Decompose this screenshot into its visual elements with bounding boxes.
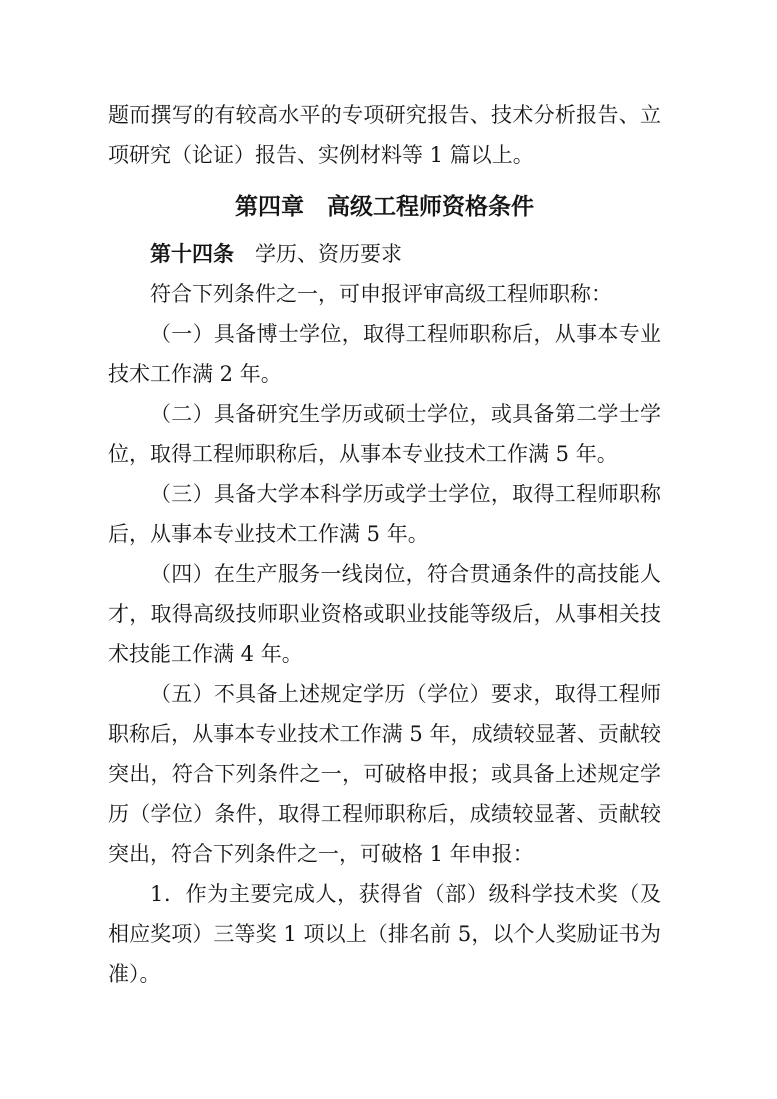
text-line: 突出，符合下列条件之一，可破格申报；或具备上述规定学 [108,762,661,786]
paragraph-subitem-1 [108,874,661,994]
text-line: 项研究（论证）报告、实例材料等 1 篇以上。 [108,143,534,167]
text-line: 突出，符合下列条件之一，可破格 1 年申报： [108,842,534,866]
text-line: （三）具备大学本科学历或学士学位，取得工程师职称 [150,482,661,506]
text-line: 才，取得高级技师职业资格或职业技能等级后，从事相关技 [108,602,661,626]
text-line: 历（学位）条件，取得工程师职称后，成绩较显著、贡献较 [108,802,661,826]
text-line: 1．作为主要完成人，获得省（部）级科学技术奖（及 [150,882,661,906]
paragraph-item-1 [108,314,661,394]
paragraph-continuation [108,95,661,175]
article-heading-line [108,234,661,274]
article-number: 第十四条 [150,241,234,266]
chapter-heading: 第四章 高级工程师资格条件 [235,193,534,220]
text-line: （一）具备博士学位，取得工程师职称后，从事本专业 [150,322,661,346]
paragraph-item-5 [108,674,661,874]
text-line: （五）不具备上述规定学历（学位）要求，取得工程师 [150,682,661,706]
paragraph-item-2 [108,394,661,474]
text-line: 职称后，从事本专业技术工作满 5 年，成绩较显著、贡献较 [108,722,661,746]
paragraph-intro [108,274,661,314]
text-line: 题而撰写的有较高水平的专项研究报告、技术分析报告、立 [108,103,661,127]
paragraph-item-4 [108,554,661,674]
text-line: 技术工作满 2 年。 [108,362,282,386]
text-line: 术技能工作满 4 年。 [108,642,303,666]
text-line: 位，取得工程师职称后，从事本专业技术工作满 5 年。 [108,442,618,466]
text-line: 准）。 [108,962,161,986]
text-line: 符合下列条件之一，可申报评审高级工程师职称： [150,282,612,306]
document-content [108,0,661,994]
text-line: 相应奖项）三等奖 1 项以上（排名前 5，以个人奖励证书为 [108,922,661,946]
paragraph-item-3 [108,474,661,554]
text-line: 后，从事本专业技术工作满 5 年。 [108,522,429,546]
text-line: （四）在生产服务一线岗位，符合贯通条件的高技能人 [150,562,661,586]
article-title: 学历、资历要求 [255,242,402,266]
text-line: （二）具备研究生学历或硕士学位，或具备第二学士学 [150,402,661,426]
